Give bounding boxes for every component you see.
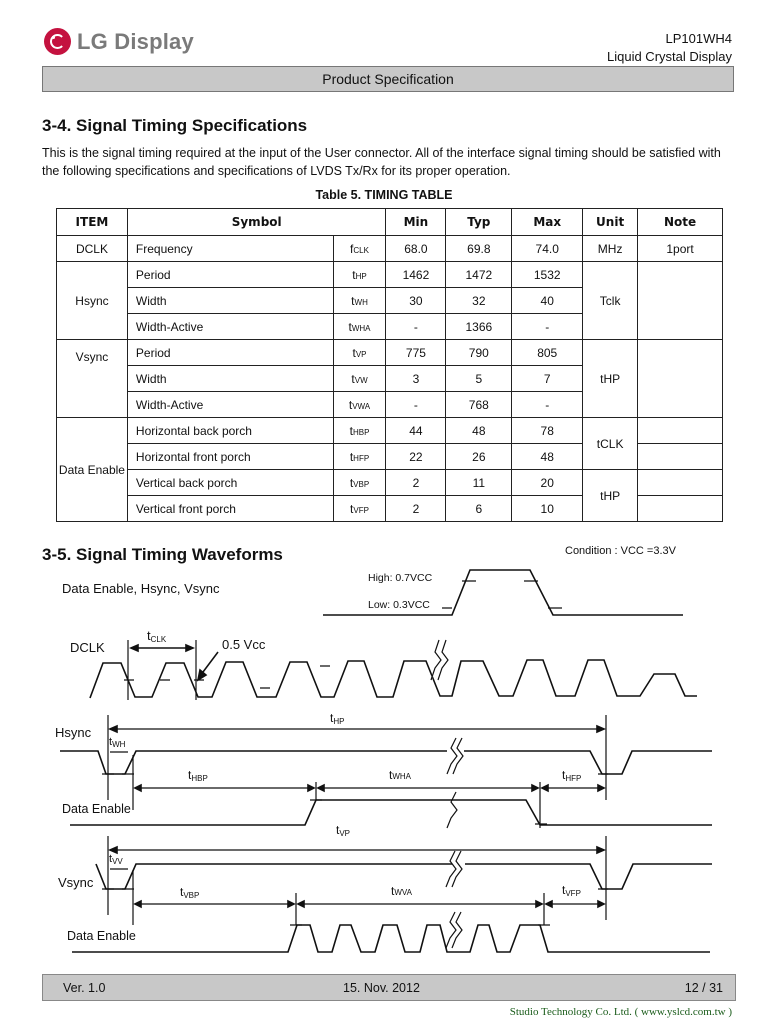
max-cell: 40 — [512, 288, 583, 314]
condition-note: Condition : VCC =3.3V — [565, 545, 676, 557]
note-cell — [638, 496, 723, 522]
typ-cell: 48 — [446, 418, 512, 444]
min-cell: 30 — [386, 288, 446, 314]
symbol-cell: tWH — [333, 288, 386, 314]
half-vcc-label: 0.5 Vcc — [222, 637, 266, 652]
max-cell: 1532 — [512, 262, 583, 288]
product-type: Liquid Crystal Display — [607, 49, 732, 64]
typ-cell: 6 — [446, 496, 512, 522]
min-cell: 2 — [386, 496, 446, 522]
col-min: Min — [386, 209, 446, 236]
param-name: Width — [127, 288, 333, 314]
credit-line: Studio Technology Co. Ltd. ( www.yslcd.com.tw ) — [509, 1006, 732, 1018]
note-cell: 1port — [638, 236, 723, 262]
dclk-waveform — [90, 660, 697, 698]
item-cell: DCLK — [57, 236, 128, 262]
max-cell: 805 — [512, 340, 583, 366]
item-cell: Vsync — [57, 340, 128, 418]
intro-paragraph: This is the signal timing required at the input of the User connector. All of the interface signal timing should be satisfied with the following specifications and specifications of LVDS Tx/Rx for its proper operation. — [42, 146, 721, 178]
date-label: 15. Nov. 2012 — [343, 981, 420, 995]
param-name: Period — [127, 340, 333, 366]
data-enable-label-v: Data Enable — [67, 929, 136, 943]
typ-cell: 26 — [446, 444, 512, 470]
svg-text:tVP: tVP — [336, 823, 351, 838]
item-cell: Hsync — [57, 262, 128, 340]
brand-name: LG Display — [77, 28, 194, 54]
svg-text:tVV: tVV — [109, 853, 123, 866]
symbol-cell: tVP — [333, 340, 386, 366]
table-row — [57, 418, 723, 444]
max-cell: 48 — [512, 444, 583, 470]
version-label: Ver. 1.0 — [63, 981, 106, 995]
low-level-label: Low: 0.3VCC — [368, 599, 430, 611]
col-symbol: Symbol — [127, 209, 386, 236]
note-cell — [638, 418, 723, 444]
table-row — [57, 340, 723, 366]
lg-display-logo — [44, 28, 194, 55]
svg-text:tVBP: tVBP — [180, 885, 200, 900]
svg-text:tWHA: tWHA — [389, 768, 412, 782]
symbol-cell: tHFP — [333, 444, 386, 470]
typ-cell: 69.8 — [446, 236, 512, 262]
note-cell — [638, 444, 723, 470]
max-cell: 74.0 — [512, 236, 583, 262]
max-cell: - — [512, 392, 583, 418]
min-cell: - — [386, 314, 446, 340]
note-cell — [638, 262, 723, 340]
table-header-row — [57, 209, 723, 236]
unit-cell: Tclk — [583, 262, 638, 340]
section-title-3-4: 3-4. Signal Timing Specifications — [42, 116, 308, 135]
col-item: ITEM — [57, 209, 128, 236]
col-note: Note — [638, 209, 723, 236]
product-spec-banner: Product Specification — [42, 66, 734, 92]
tclk-label: tCLK — [147, 628, 167, 644]
symbol-cell: tVW — [333, 366, 386, 392]
col-typ: Typ — [446, 209, 512, 236]
max-cell: 20 — [512, 470, 583, 496]
min-cell: 44 — [386, 418, 446, 444]
param-name: Width — [127, 366, 333, 392]
vsync-label: Vsync — [58, 875, 94, 890]
page-number: 12 / 31 — [684, 981, 723, 995]
data-enable-label-h: Data Enable — [62, 802, 131, 816]
symbol-cell: tHBP — [333, 418, 386, 444]
param-name: Horizontal back porch — [127, 418, 333, 444]
param-name: Vertical back porch — [127, 470, 333, 496]
note-cell — [638, 340, 723, 418]
min-cell: 775 — [386, 340, 446, 366]
h-data-enable-waveform — [70, 800, 712, 825]
dclk-label: DCLK — [70, 640, 105, 655]
typ-cell: 11 — [446, 470, 512, 496]
param-name: Width-Active — [127, 314, 333, 340]
unit-cell: tHP — [583, 470, 638, 522]
min-cell: 1462 — [386, 262, 446, 288]
symbol-cell: tWHA — [333, 314, 386, 340]
de-hsync-vsync-label: Data Enable, Hsync, Vsync — [62, 581, 220, 596]
note-cell — [638, 470, 723, 496]
max-cell: 78 — [512, 418, 583, 444]
typ-cell: 768 — [446, 392, 512, 418]
lg-logo-icon — [44, 28, 71, 55]
min-cell: 3 — [386, 366, 446, 392]
unit-cell: tCLK — [583, 418, 638, 470]
timing-table — [56, 208, 723, 522]
typ-cell: 32 — [446, 288, 512, 314]
min-cell: 68.0 — [386, 236, 446, 262]
section-title-3-5: 3-5. Signal Timing Waveforms — [42, 545, 283, 564]
typ-cell: 1366 — [446, 314, 512, 340]
symbol-cell: tHP — [333, 262, 386, 288]
svg-text:tHP: tHP — [330, 711, 345, 726]
hsync-waveform — [60, 751, 712, 774]
svg-text:tHFP: tHFP — [562, 768, 582, 783]
high-level-label: High: 0.7VCC — [368, 572, 433, 584]
table-row — [57, 470, 723, 496]
svg-text:tWH: tWH — [109, 736, 126, 749]
param-name: Width-Active — [127, 392, 333, 418]
hsync-label: Hsync — [55, 725, 92, 740]
min-cell: 2 — [386, 470, 446, 496]
table-row — [57, 236, 723, 262]
svg-text:tWVA: tWVA — [391, 884, 412, 898]
param-name: Period — [127, 262, 333, 288]
max-cell: 7 — [512, 366, 583, 392]
param-name: Vertical front porch — [127, 496, 333, 522]
v-data-enable-waveform — [72, 925, 710, 952]
typ-cell: 1472 — [446, 262, 512, 288]
col-unit: Unit — [583, 209, 638, 236]
col-max: Max — [512, 209, 583, 236]
svg-text:tVFP: tVFP — [562, 883, 581, 898]
min-cell: 22 — [386, 444, 446, 470]
param-name: Frequency — [127, 236, 333, 262]
unit-cell: tHP — [583, 340, 638, 418]
param-name: Horizontal front porch — [127, 444, 333, 470]
symbol-cell: tVFP — [333, 496, 386, 522]
timing-waveform-diagram — [0, 560, 768, 970]
symbol-cell: fCLK — [333, 236, 386, 262]
max-cell: 10 — [512, 496, 583, 522]
table-row — [57, 262, 723, 288]
typ-cell: 5 — [446, 366, 512, 392]
unit-cell: MHz — [583, 236, 638, 262]
min-cell: - — [386, 392, 446, 418]
svg-text:tHBP: tHBP — [188, 768, 208, 783]
symbol-cell: tVBP — [333, 470, 386, 496]
model-block — [607, 30, 732, 66]
typ-cell: 790 — [446, 340, 512, 366]
max-cell: - — [512, 314, 583, 340]
table-caption: Table 5. TIMING TABLE — [315, 188, 453, 202]
model-number: LP101WH4 — [665, 31, 732, 46]
item-cell: Data Enable — [57, 418, 128, 522]
symbol-cell: tVWA — [333, 392, 386, 418]
vsync-waveform — [96, 864, 712, 889]
page-footer — [42, 974, 736, 1001]
